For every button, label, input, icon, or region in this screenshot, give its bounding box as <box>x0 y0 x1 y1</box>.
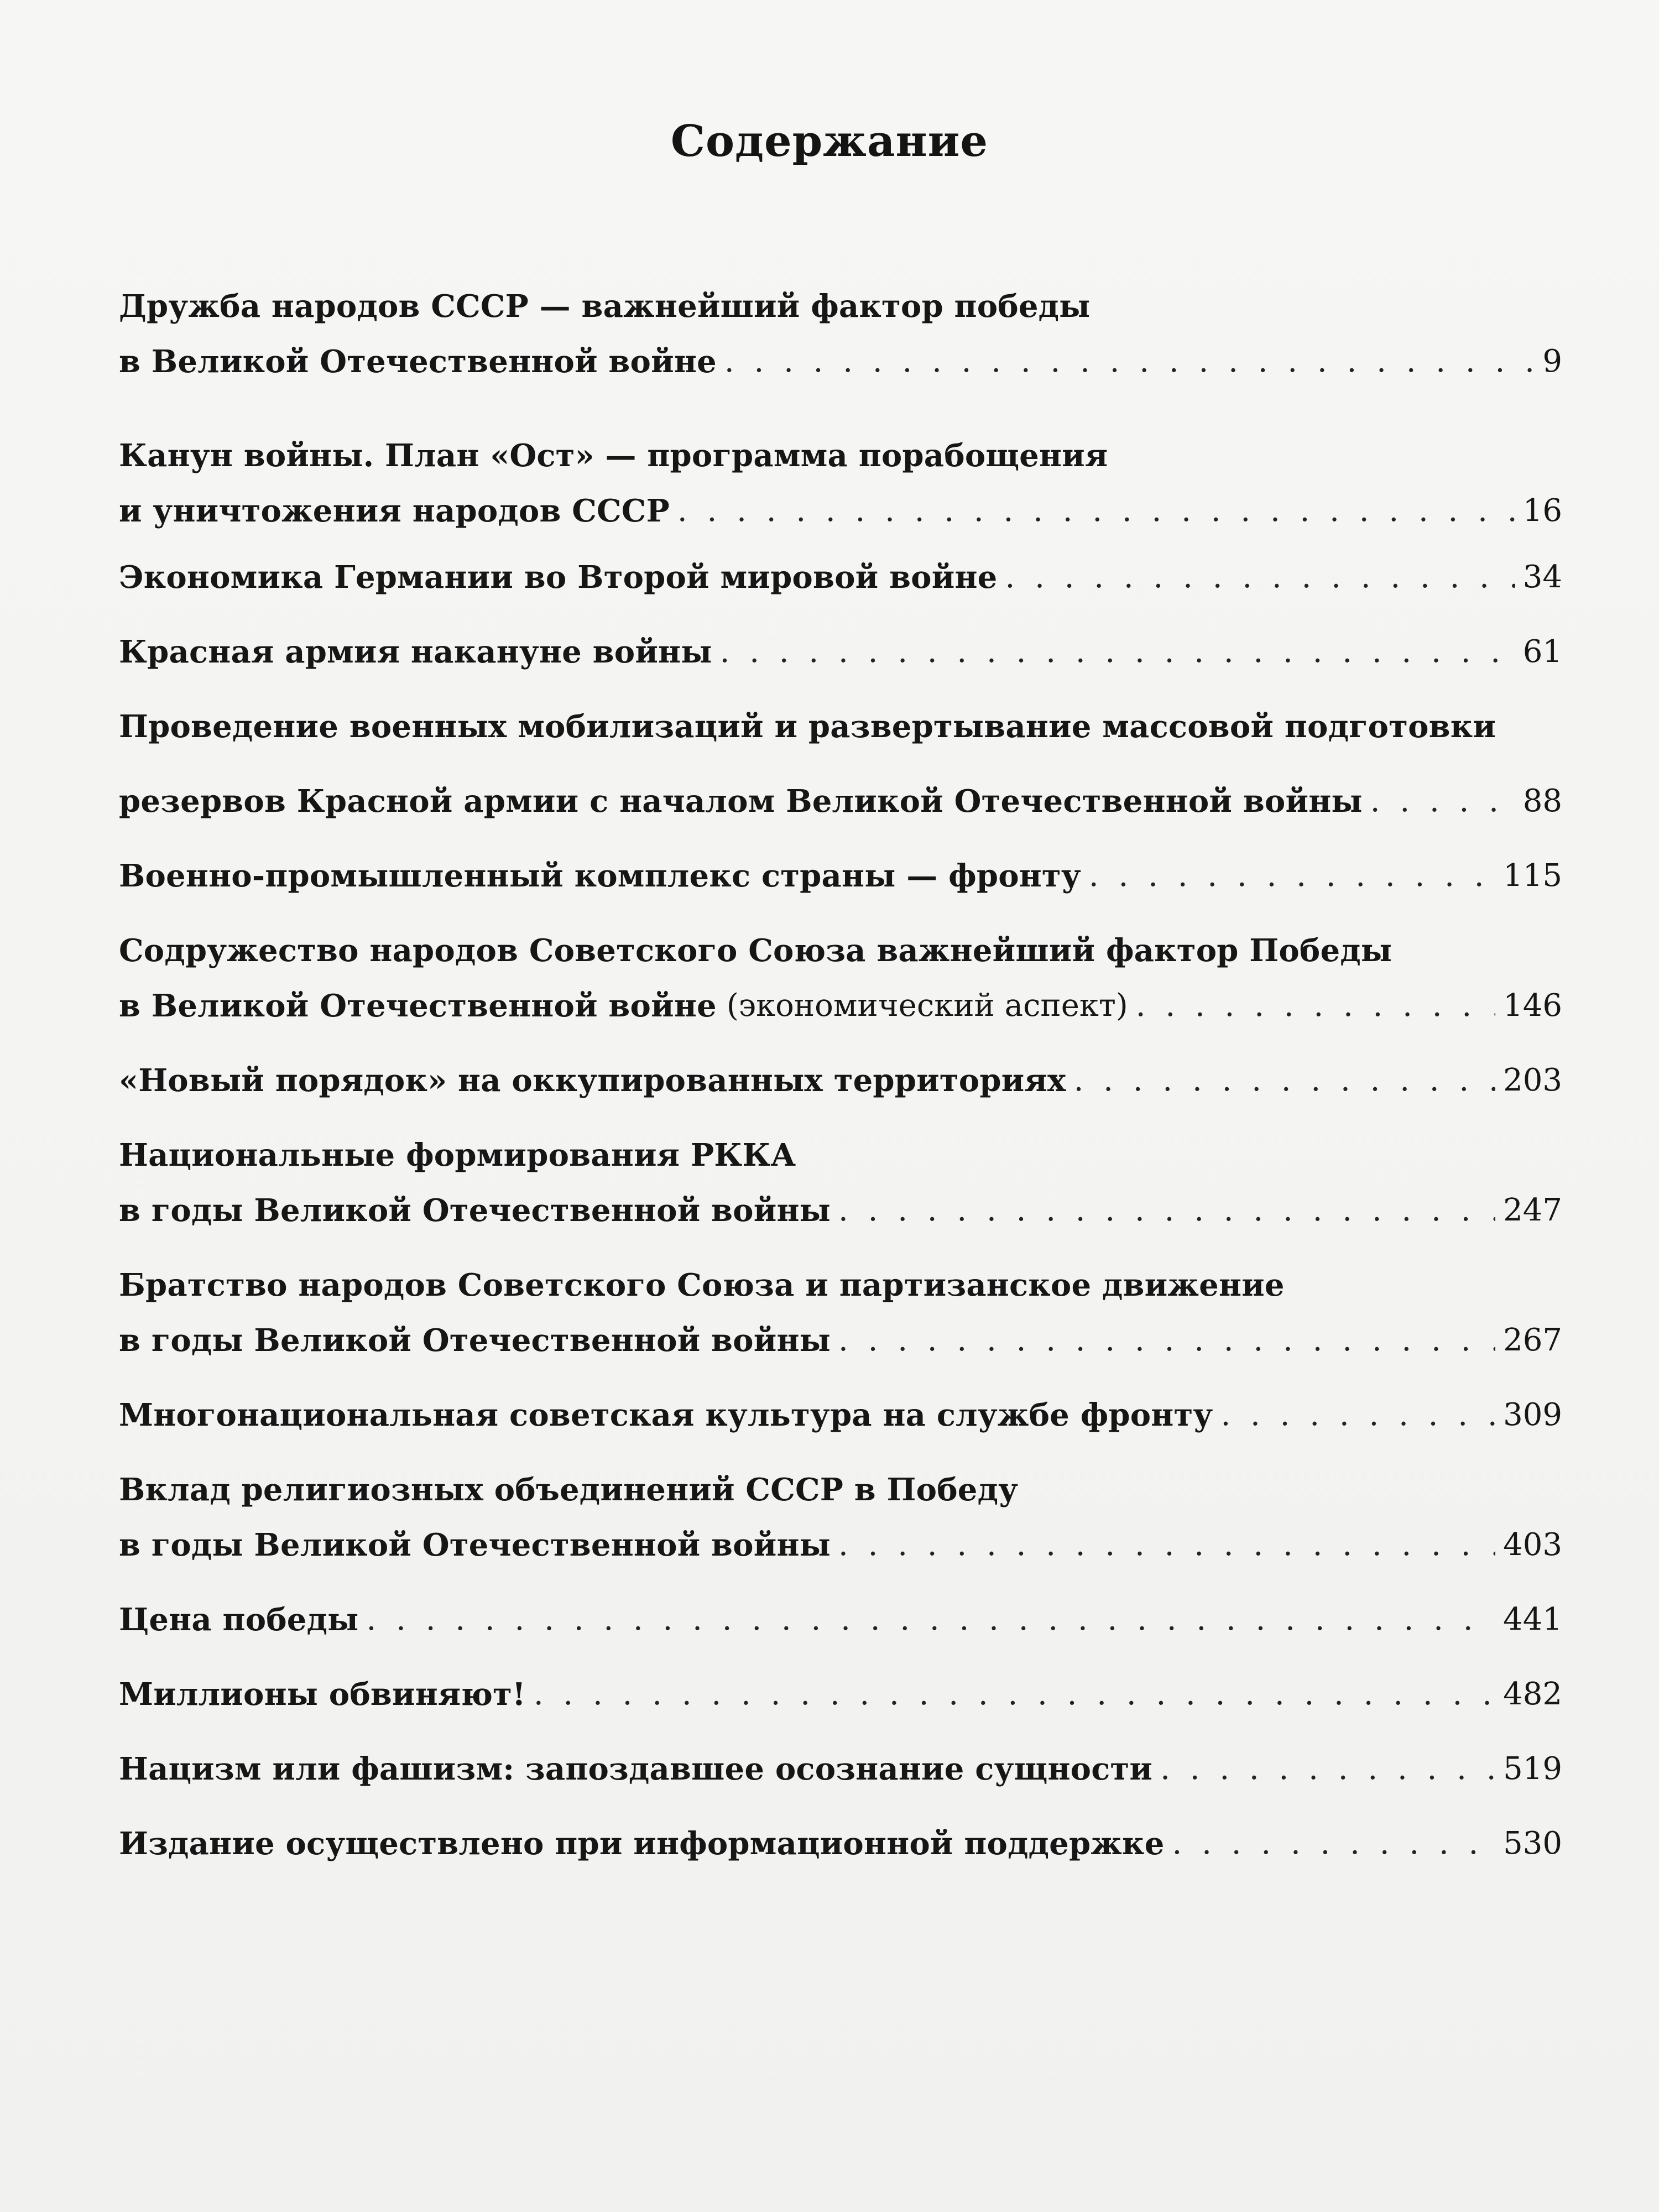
toc-entry-last-line <box>119 1659 1562 1714</box>
dot-leader <box>838 1525 1495 1565</box>
toc-entry-line <box>119 1120 1562 1175</box>
toc-entry-last-line <box>119 1305 1562 1360</box>
page-number: 519 <box>1503 1751 1562 1787</box>
toc-entry-title: Экономика Германии во Второй мировой войне <box>119 559 998 596</box>
toc-entry-title: резервов Красной армии с началом Великой Отечественной войны <box>119 783 1363 820</box>
toc-entry-last-line <box>119 971 1562 1026</box>
dot-leader <box>1370 781 1515 821</box>
page-title: Содержание <box>670 116 989 166</box>
toc-entry-title: в Великой Отечественной войне <box>119 343 717 380</box>
dot-leader <box>838 1191 1495 1230</box>
toc-entry-title: Многонациональная советская культура на службе фронту <box>119 1397 1213 1433</box>
dot-leader <box>1160 1749 1495 1789</box>
toc-entry-title: Братство народов Советского Союза и партизанское движение <box>119 1267 1285 1303</box>
page-number: 247 <box>1503 1192 1562 1228</box>
page-number: 482 <box>1503 1676 1562 1712</box>
toc-entry-line <box>119 271 1562 326</box>
dot-leader <box>367 1600 1496 1640</box>
page-number: 88 <box>1522 783 1562 819</box>
toc-entry-title: Содружество народов Советского Союза важнейший фактор Победы <box>119 932 1392 969</box>
toc-entry-title: в Великой Отечественной войне <box>119 988 717 1024</box>
toc-entry-line <box>119 420 1562 476</box>
toc-entry-title: в годы Великой Отечественной войны <box>119 1527 831 1563</box>
toc-entry-line <box>119 691 1562 747</box>
toc-entry-suffix: (экономический аспект) <box>726 988 1128 1024</box>
toc-entry-title: Издание осуществлено при информационной поддержке <box>119 1825 1165 1862</box>
dot-leader <box>534 1674 1495 1714</box>
dot-leader <box>838 1321 1495 1360</box>
toc-entry-title: Нацизм или фашизм: запоздавшее осознание сущности <box>119 1751 1153 1787</box>
toc-entry-last-line <box>119 1175 1562 1230</box>
page-number: 61 <box>1522 634 1562 670</box>
page-number: 267 <box>1503 1322 1562 1358</box>
page-number: 403 <box>1503 1527 1562 1563</box>
page-number: 441 <box>1503 1601 1562 1637</box>
dot-leader <box>1074 1061 1496 1100</box>
toc-entry-line <box>119 915 1562 971</box>
page-number: 9 <box>1542 343 1562 379</box>
page-number: 146 <box>1503 988 1562 1024</box>
page-number: 203 <box>1503 1062 1562 1098</box>
dot-leader <box>1089 856 1495 896</box>
toc-entry-title: Миллионы обвиняют! <box>119 1676 526 1713</box>
page-number: 309 <box>1503 1397 1562 1433</box>
toc-entry-title: Канун войны. План «Ост» — программа порабощения <box>119 437 1108 474</box>
page-number: 16 <box>1522 493 1562 529</box>
toc-entry-line <box>119 1454 1562 1510</box>
toc-entry-last-line <box>119 1510 1562 1565</box>
toc-entry-line <box>119 1250 1562 1305</box>
toc-entry-last-line <box>119 841 1562 896</box>
toc-entry-title: Красная армия накануне войны <box>119 634 712 670</box>
toc-entry-title: Дружба народов СССР — важнейший фактор победы <box>119 288 1091 325</box>
toc-entry-title: в годы Великой Отечественной войны <box>119 1192 831 1229</box>
toc-entry-last-line <box>119 476 1562 531</box>
toc-entry-last-line <box>119 766 1562 821</box>
dot-leader <box>1220 1395 1495 1435</box>
page-number: 115 <box>1503 858 1562 894</box>
toc-entry-title: в годы Великой Отечественной войны <box>119 1322 831 1359</box>
toc-entry-title: «Новый порядок» на оккупированных территориях <box>119 1062 1066 1099</box>
dot-leader <box>1172 1824 1496 1864</box>
page-number: 530 <box>1503 1825 1562 1861</box>
dot-leader <box>720 632 1515 672</box>
toc-entry-title: Национальные формирования РККА <box>119 1137 796 1173</box>
toc-entry-last-line <box>119 1045 1562 1100</box>
page-number: 34 <box>1522 559 1562 595</box>
toc-entry-last-line <box>119 1734 1562 1789</box>
toc-entry-title: Проведение военных мобилизаций и развертывание массовой подготовки <box>119 708 1496 745</box>
dot-leader <box>724 342 1535 382</box>
dot-leader <box>677 491 1515 531</box>
toc-entry-title: и уничтожения народов СССР <box>119 493 670 529</box>
dot-leader <box>1005 557 1515 597</box>
dot-leader <box>1136 986 1495 1026</box>
toc-entry-last-line <box>119 617 1562 672</box>
toc-entry-last-line <box>119 542 1562 597</box>
toc-entry-last-line <box>119 326 1562 382</box>
toc-entry-last-line <box>119 1584 1562 1640</box>
toc-entry-title: Военно-промышленный комплекс страны — фронту <box>119 858 1081 894</box>
toc-entry-last-line <box>119 1808 1562 1864</box>
toc-entry-last-line <box>119 1380 1562 1435</box>
toc-entry-title: Вклад религиозных объединений СССР в Победу <box>119 1472 1019 1508</box>
toc-entry-title: Цена победы <box>119 1601 359 1638</box>
